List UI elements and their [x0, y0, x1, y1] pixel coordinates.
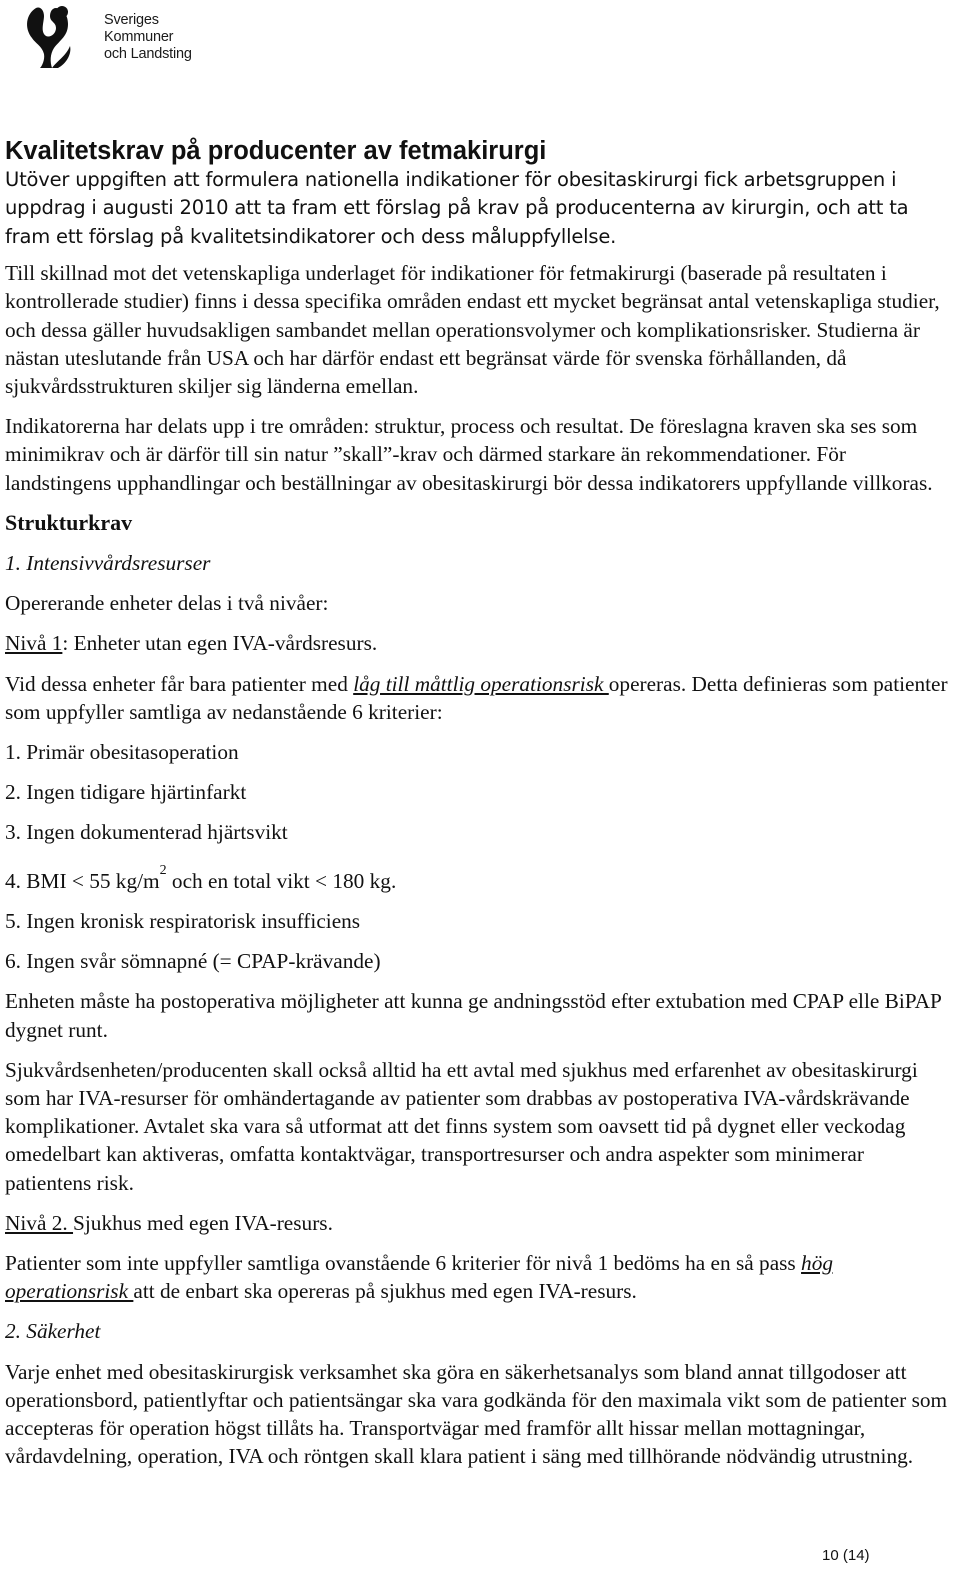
superscript: 2: [159, 862, 167, 878]
document-body: [5, 136, 955, 1482]
subheading-sakerhet: 2. Säkerhet: [5, 1319, 101, 1344]
logo-line: Kommuner: [104, 29, 174, 45]
criterion-6: 6. Ingen svår sömnapné (= CPAP-krävande): [5, 949, 381, 974]
text-span: Patienter som inte uppfyller samtliga ovanstående 6 kriterier för nivå 1 bedöms ha en så pass: [5, 1251, 802, 1275]
criterion-5: 5. Ingen kronisk respiratorisk insufficiens: [5, 908, 361, 933]
intro-paragraph: Utöver uppgiften att formulera nationella indikationer för obesitaskirurgi fick arbetsgruppen i uppdrag i augusti 2010 att ta fram ett förslag på krav på producenterna av kirurgin, och att ta fram ett förslag på kvalitetsindikatorer och dess måluppfyllelse.: [5, 168, 909, 248]
text-span: att de enbart ska opereras på sjukhus med egen IVA-resurs.: [133, 1279, 637, 1304]
niva-2-text: Sjukhus med egen IVA-resurs.: [73, 1210, 333, 1235]
logo-line: och Landsting: [104, 46, 192, 62]
emphasis-high-risk: hög operationsrisk: [5, 1251, 833, 1304]
criterion-1: 1. Primär obesitasoperation: [5, 740, 239, 765]
niva-1-label: Nivå 1: [5, 631, 63, 656]
page-title: Kvalitetskrav på producenter av fetmakirurgi: [5, 137, 547, 165]
paragraph-niva-1: [5, 629, 955, 657]
paragraph-indicators: Indikatorerna har delats upp i tre områden: struktur, process och resultat. De föreslagna kraven ska ses som minimikrav och är därför till sin natur ”skall”-krav och därmed starkare än rekommendationer. För landstingens upphandlingar och beställningar av obesitaskirurgi bör dessa indikatorers uppfyllande villkoras.: [5, 414, 933, 495]
niva-1-text: : Enheter utan egen IVA-vårdsresurs.: [62, 631, 378, 656]
paragraph-levels: Opererande enheter delas i två nivåer:: [5, 591, 329, 616]
emphasis-low-risk: låg till måttlig operationsrisk: [353, 671, 609, 696]
text-span: opereras. Detta definieras som patienter som uppfyller samtliga av nedanstående 6 kriterier:: [5, 671, 948, 724]
criterion-4-text: 4. BMI < 55 kg/m: [5, 868, 160, 893]
criterion-2: 2. Ingen tidigare hjärtinfarkt: [5, 780, 247, 805]
page-number: 10 (14): [822, 1547, 870, 1564]
logo-line: Sveriges: [104, 12, 159, 28]
paragraph-safety: Varje enhet med obesitaskirurgisk verksamhet ska göra en säkerhetsanalys som bland annat tillgodoser att operationsbord, patientlyftar och patientsängar ska vara godkända för den maximala vikt som de patienter som accepteras för operation högst tillåts ha. Transportvägar med framför allt hissar mellan mottagningar, vårdavdelning, operation, IVA och röntgen skall klara patient i säng med tillhörande nödvändig utrustning.: [5, 1359, 948, 1469]
paragraph-high-risk: [5, 1249, 955, 1305]
criterion-4: [5, 863, 955, 895]
paragraph-evidence: Till skillnad mot det vetenskapliga underlaget för indikationer för fetmakirurgi (baserade på resultaten i kontrollerade studier) finns i dessa specifika områden endast ett mycket begränsat antal vetenskapliga studier, och dessa gäller huvudsakligen sambandet mellan operationsvolymer och komplikationsrisker. Studierna är nästan uteslutande från USA och har därför endast ett begränsat värde för svenska förhållanden, då sjukvårdsstrukturen skiljer sig länderna emellan.: [5, 261, 940, 399]
skl-emblem-icon: [22, 2, 82, 70]
paragraph-agreement: Sjukvårdsenheten/producenten skall också alltid ha ett avtal med sjukhus med erfarenhet av obesitaskirurgi som har IVA-resurser för omhändertagande av patienter som drabbas av postoperativa IVA-vårdskrävande komplikationer. Avtalet ska vara så utformat att det finns system som oavsett tid på dygnet eller veckodag omedelbart kan aktiveras, omfatta kontaktvägar, transportresurser och andra aspekter som minimerar patientens risk.: [5, 1057, 918, 1195]
subheading-intensivvard: 1. Intensivvårdsresurser: [5, 551, 211, 576]
criterion-3: 3. Ingen dokumenterad hjärtsvikt: [5, 820, 288, 845]
paragraph-low-risk: [5, 670, 955, 726]
criterion-4-text: och en total vikt < 180 kg.: [166, 868, 397, 893]
paragraph-cpap: Enheten måste ha postoperativa möjligheter att kunna ge andningsstöd efter extubation med CPAP elle BiPAP dygnet runt.: [5, 989, 942, 1042]
logo-text: [104, 12, 192, 63]
text-span: Vid dessa enheter får bara patienter med: [5, 671, 354, 696]
paragraph-niva-2: [5, 1209, 955, 1237]
section-heading-strukturkrav: Strukturkrav: [5, 509, 133, 535]
niva-2-label: Nivå 2.: [5, 1210, 74, 1235]
organization-logo: [22, 2, 222, 72]
